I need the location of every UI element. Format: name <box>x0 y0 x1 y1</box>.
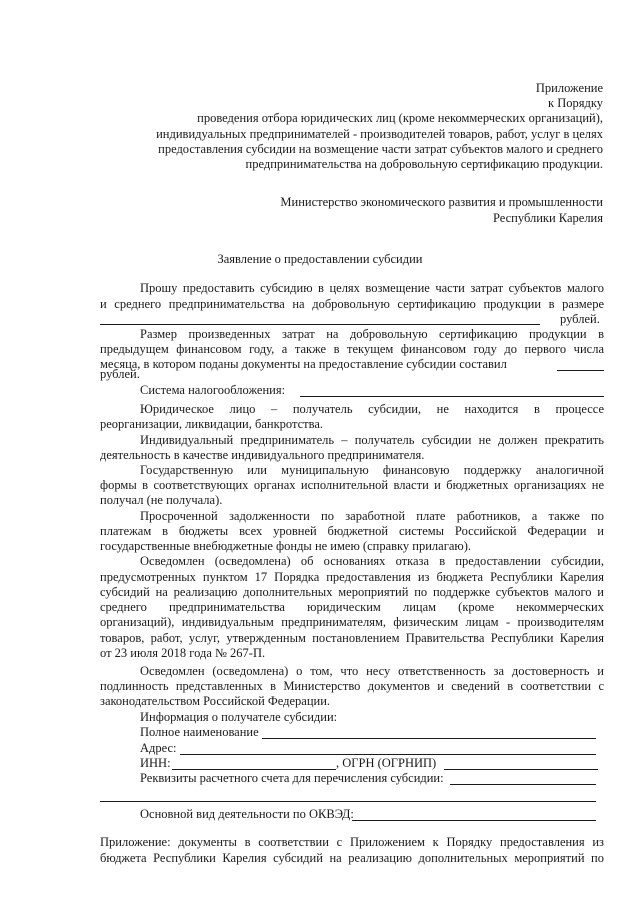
expenses-amount-field[interactable] <box>557 370 604 371</box>
document-title: Заявление о предоставлении субсидии <box>217 252 423 266</box>
ogrn-label: , ОГРН (ОГРНИП) <box>336 756 437 770</box>
body-line: Осведомлен (осведомлена) о том, что несу ответственность за достоверность и <box>140 664 604 678</box>
body-line: Юридическое лицо – получатель субсидии, не находится в процессе <box>140 402 604 416</box>
body-line: предусмотренных пунктом 17 Порядка предоставления из бюджета Республики Карелия <box>100 570 604 584</box>
body-line: субсидий на реализацию дополнительных мероприятий по поддержке субъектов малого и <box>100 585 604 599</box>
body-line: платежам в бюджеты всех уровней бюджетной системы Российской Федерации и <box>100 524 604 538</box>
body-line: рублей. <box>560 312 600 326</box>
account-field-extra-line[interactable] <box>100 801 596 802</box>
body-line: Прошу предоставить субсидию в целях возмещение части затрат субъектов малого <box>140 281 604 295</box>
inn-label: ИНН: <box>140 756 171 770</box>
appendix-line: Приложение: документы в соответствии с Приложением к Порядку предоставления из <box>100 835 604 849</box>
body-line: организаций), индивидуальным предпринимателям, физическим лицам - производителям <box>100 615 604 629</box>
subsidy-amount-field[interactable] <box>100 324 540 325</box>
body-line: законодательством Российской Федерации. <box>100 694 331 708</box>
okved-field[interactable] <box>352 820 596 821</box>
appendix-line: бюджета Республики Карелия субсидий на реализацию дополнительных мероприятий по <box>100 851 604 865</box>
header-line: предоставления субсидии на возмещение части затрат субъектов малого и среднего <box>158 142 603 156</box>
body-line: формы в соответствующих органах исполнительной власти и бюджетных организациях не <box>100 478 604 492</box>
header-line: Приложение <box>535 81 603 95</box>
body-line: государственные внебюджетные фонды не имею (справку прилагаю). <box>100 539 472 553</box>
account-label: Реквизиты расчетного счета для перечисления субсидии: <box>140 771 444 785</box>
body-line: реорганизации, ликвидации, банкротства. <box>100 417 324 431</box>
ogrn-field[interactable] <box>444 769 598 770</box>
address-label: Адрес: <box>140 741 177 755</box>
body-line: Система налогообложения: <box>140 383 286 397</box>
full-name-field[interactable] <box>262 738 596 739</box>
tax-system-field[interactable] <box>300 396 604 397</box>
account-field[interactable] <box>450 784 596 785</box>
body-line: и среднего предпринимательства на добровольную сертификацию продукции в размере <box>100 297 604 311</box>
body-line: деятельность в качестве индивидуального предпринимателя. <box>100 448 425 462</box>
body-line: Размер произведенных затрат на добровольную сертификацию продукции в <box>140 327 604 341</box>
body-line: получал (не получала). <box>100 493 223 507</box>
recipient-heading: Информация о получателе субсидии: <box>140 710 338 724</box>
body-line: от 23 июля 2018 года № 267-П. <box>100 646 266 660</box>
body-line: среднего предпринимательства юридическим лицам (кроме некоммерческих <box>100 600 604 614</box>
body-line: Просроченной задолженности по заработной плате работников, а также по <box>140 509 604 523</box>
header-line: индивидуальных предпринимателей - производителей товаров, работ, услуг в целях <box>156 127 603 141</box>
addressee-line: Республики Карелия <box>492 211 603 225</box>
body-line: товаров, работ, услуг, утвержденным постановлением Правительства Республики Карелия <box>100 631 604 645</box>
header-line: предпринимательства на добровольную сертификацию продукции. <box>245 157 603 171</box>
body-line: Индивидуальный предприниматель – получатель субсидии не должен прекратить <box>140 433 604 447</box>
header-line: проведения отбора юридических лиц (кроме некоммерческих организаций), <box>197 111 603 125</box>
body-line: рублей. <box>100 367 140 381</box>
full-name-label: Полное наименование <box>140 725 259 739</box>
body-line: подлинность представленных в Министерство документов и сведений в соответствии с <box>100 679 604 693</box>
okved-label: Основной вид деятельности по ОКВЭД: <box>140 807 354 821</box>
body-line: Государственную или муниципальную финансовую поддержку аналогичной <box>140 463 604 477</box>
body-line: месяца, в котором поданы документы на предоставление субсидии составил <box>100 357 507 371</box>
body-line: Осведомлен (осведомлена) об основаниях отказа в предоставлении субсидии, <box>140 554 604 568</box>
header-line: к Порядку <box>548 96 603 110</box>
body-line: предыдущем финансовом году, а также в текущем финансовом году до первого числа <box>100 342 604 356</box>
addressee-line: Министерство экономического развития и промышленности <box>280 195 603 209</box>
